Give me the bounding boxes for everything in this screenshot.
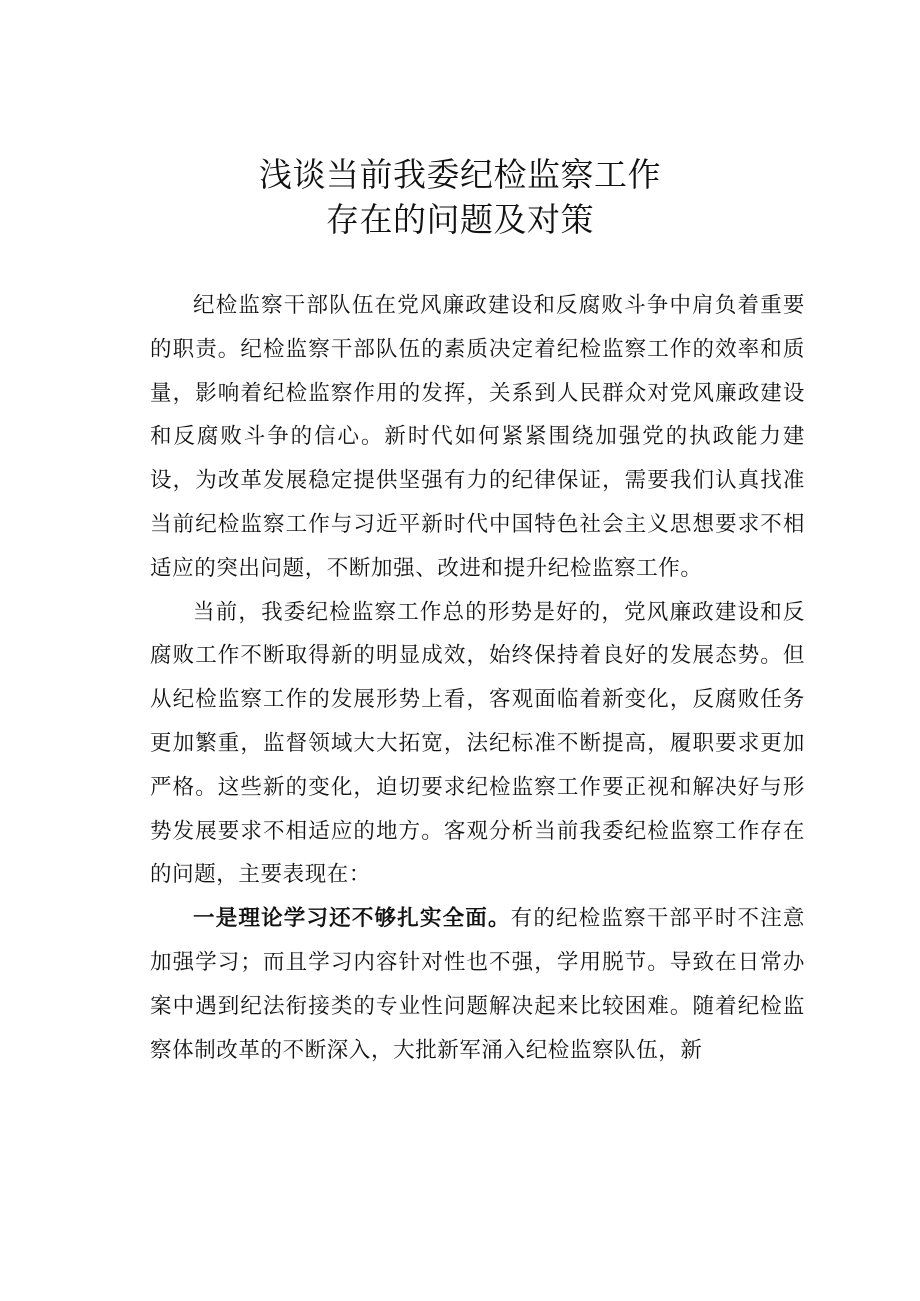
document-body <box>150 284 805 1072</box>
title-line-2: 存在的问题及对策 <box>326 200 594 239</box>
title-line-1: 浅谈当前我委纪检监察工作 <box>259 155 661 194</box>
paragraph-problem-1 <box>150 897 805 1072</box>
document-title <box>0 152 920 242</box>
paragraph-text: 当前，我委纪检监察工作总的形势是好的，党风廉政建设和反腐败工作不断取得新的明显成效，始终保持着良好的发展态势。但从纪检监察工作的发展形势上看，客观面临着新变化，反腐败任务更加繁重，监督领域大大拓宽，法纪标准不断提高，履职要求更加严格。这些新的变化，迫切要求纪检监察工作要正视和解决好与形势发展要求不相适应的地方。客观分析当前我委纪检监察工作存在的问题，主要表现在： <box>150 599 805 888</box>
paragraph-text: 纪检监察干部队伍在党风廉政建设和反腐败斗争中肩负着重要的职责。纪检监察干部队伍的素质决定着纪检监察工作的效率和质量，影响着纪检监察作用的发挥，关系到人民群众对党风廉政建设和反腐败斗争的信心。新时代如何紧紧围绕加强党的执政能力建设，为改革发展稳定提供坚强有力的纪律保证，需要我们认真找准当前纪检监察工作与习近平新时代中国特色社会主义思想要求不相适应的突出问题，不断加强、改进和提升纪检监察工作。 <box>150 293 805 581</box>
paragraph-lead-bold: 一是理论学习还不够扎实全面。 <box>193 906 511 932</box>
paragraph-situation <box>150 591 805 898</box>
paragraph-text: 有的纪检监察干部平时不注意加强学习；而且学习内容针对性也不强，学用脱节。导致在日常办案中遇到纪法衔接类的专业性问题解决起来比较困难。随着纪检监察体制改革的不断深入，大批新军涌入纪检监察队伍，新 <box>150 906 805 1063</box>
paragraph-intro <box>150 284 805 591</box>
